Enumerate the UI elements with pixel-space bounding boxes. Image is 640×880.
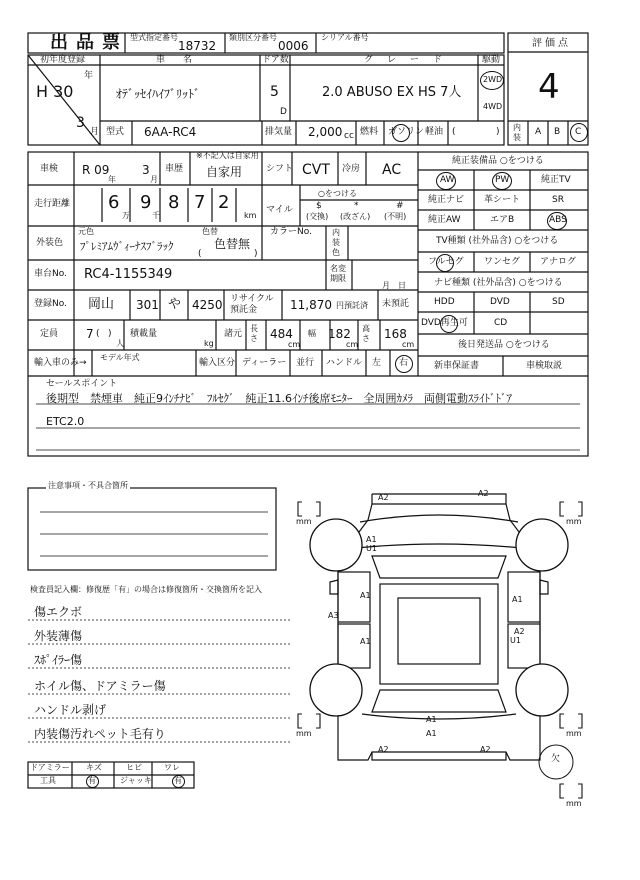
legend-jack-yes: 有	[174, 776, 182, 785]
width: 182	[328, 327, 351, 341]
tv-oneseg: ワンセグ	[484, 257, 521, 267]
color-change: 色替無	[214, 237, 251, 251]
inspector-label: 検査員記入欄：修復歴「有」の場合は修復箇所・交換箇所を記入	[30, 585, 262, 594]
mile-unknown-sub: (不明)	[384, 212, 407, 221]
sales-points-label: セールスポイント	[46, 379, 118, 389]
mark-left-side: A3	[328, 611, 339, 620]
category-no-label: 類別区分番号	[229, 33, 277, 42]
mileage-digit-1: 6	[108, 192, 120, 213]
equip-navi: 純正ナビ	[428, 195, 465, 205]
interior-c-circle	[570, 123, 588, 142]
month-unit: 月	[90, 127, 100, 137]
mm-front-left: mm	[296, 517, 312, 526]
shift-label: シフト	[266, 164, 294, 174]
doors: 5	[270, 84, 279, 100]
fuel-circle	[392, 124, 410, 142]
dealer: ディーラー	[242, 358, 287, 368]
car-name: ｵﾃﾞｯｾｲﾊｲﾌﾞﾘｯﾄﾞ	[116, 87, 201, 101]
shift: CVT	[302, 162, 330, 178]
interior-color-label: 内装色	[332, 228, 340, 257]
tv-analog: アナログ	[540, 257, 577, 267]
interior-a: A	[535, 127, 542, 137]
score: 4	[538, 67, 560, 107]
type-no: 18732	[178, 39, 217, 53]
mileage-digit-4: 7	[194, 192, 206, 213]
docs-manual: 車検取説	[526, 361, 563, 371]
mm-rear-left: mm	[296, 729, 312, 738]
length: 484	[270, 327, 293, 341]
defect-item-4: ホイル傷、ドアミラー傷	[34, 679, 166, 693]
mile-swap: $	[316, 201, 322, 211]
recycle-unpaid: 未預託	[382, 299, 410, 309]
navi-title: ナビ種類 (社外品含) ○をつける	[434, 278, 563, 288]
load-label: 積載量	[130, 329, 158, 339]
mark-rear: A1	[426, 715, 437, 724]
mile-alter: *	[354, 201, 359, 211]
inspection: R 09	[82, 163, 110, 177]
handle-left: 左	[372, 358, 382, 368]
mile-note: ○をつける	[318, 189, 357, 198]
mark-left-front-door: A1	[360, 591, 371, 600]
sheet-title: 出品票	[50, 32, 128, 53]
name-change-unit: 月 日	[382, 281, 406, 290]
mark-right-front-door: A1	[512, 595, 523, 604]
docs-warranty: 新車保証書	[434, 361, 480, 371]
cc-unit: cc	[344, 131, 354, 141]
height: 168	[384, 327, 407, 341]
defect-item-5: ハンドル剥げ	[34, 703, 107, 717]
mileage-label: 走行距離	[34, 199, 71, 209]
car-name-label: 車名	[156, 55, 211, 65]
displacement: 2,000	[308, 125, 343, 139]
sales-points-line2: ETC2.0	[46, 415, 85, 428]
caution-label: 注意事項・不具合箇所	[48, 481, 128, 490]
defect-item-6: 内装傷汚れペット毛有り	[34, 727, 166, 741]
mileage-digit-2: 9	[140, 192, 152, 213]
mark-front-left-wheel-u: U1	[366, 544, 377, 553]
color-label: 外装色	[36, 238, 64, 248]
model-year-label: モデル年式	[100, 353, 140, 362]
mm-spare: mm	[566, 799, 582, 808]
mileage-digit-5: 2	[218, 192, 230, 213]
equip-tv: 純正TV	[541, 175, 571, 185]
equip-pw: PW	[495, 175, 510, 185]
mileage-digit-3: 8	[168, 192, 180, 213]
exterior-color: ﾌﾟﾚﾐｱﾑｳﾞｨｰﾅｽﾌﾞﾗｯｸ	[80, 240, 174, 253]
interior-c: C	[575, 127, 582, 137]
mm-front-right: mm	[566, 517, 582, 526]
capacity-label: 定員	[40, 329, 59, 339]
capacity: 7	[86, 327, 94, 341]
plate-class: 301	[136, 298, 159, 312]
mile-label: マイル	[266, 205, 293, 215]
mile-alter-sub: (改ざん)	[340, 212, 371, 221]
length-label: 長さ	[250, 324, 258, 343]
plate-number: 4250	[192, 298, 223, 312]
drive-2wd: 2WD	[483, 75, 503, 84]
mm-rear-right: mm	[566, 729, 582, 738]
serial-label: シリアル番号	[321, 33, 369, 42]
usage-label: 車歴	[165, 164, 184, 174]
plate-kana: や	[168, 297, 182, 312]
fuel-diesel: 軽油	[425, 127, 444, 137]
mark-rear-bumper-right: A2	[480, 745, 491, 754]
chassis: RC4-1155349	[84, 267, 173, 282]
equip-genuine-aw: 純正AW	[428, 215, 461, 225]
first-reg-label: 初年度登録	[40, 55, 86, 65]
import-class-label: 輸入区分	[199, 358, 236, 368]
height-label: 高さ	[362, 324, 370, 343]
recycle-amount: 11,870	[290, 298, 332, 312]
usage: 自家用	[206, 165, 243, 179]
ac-label: 冷房	[342, 164, 361, 174]
doors-suffix: D	[280, 107, 287, 117]
mark-front-left-wheel: A1	[366, 535, 377, 544]
legend-scratch: キズ	[86, 763, 102, 772]
defect-item-3: ｽﾎﾟｲﾗｰ傷	[34, 653, 83, 667]
recycle-label: リサイクル預託金	[230, 294, 274, 315]
equip-abs: ABS	[549, 215, 567, 225]
navi-dvd: DVD	[490, 297, 510, 307]
inspection-month: 3	[142, 163, 150, 177]
man-unit: 万	[122, 211, 130, 220]
year-unit: 年	[84, 71, 94, 81]
orig-color-label: 元色	[78, 227, 94, 236]
fuel-gasoline: ガソリン	[388, 127, 425, 137]
mark-rear-bumper: A2	[378, 745, 389, 754]
equipment-title: 純正装備品 ○をつける	[452, 156, 544, 166]
color-change-label: 色替	[202, 227, 218, 236]
sen-unit: 千	[152, 211, 160, 220]
first-reg-era: H 30	[36, 82, 74, 101]
import-label: 輸入車のみ→	[34, 358, 87, 368]
mark-right-rear-door-u: U1	[510, 636, 521, 645]
legend-jack: ジャッキ	[120, 776, 152, 785]
equip-leather: 革シート	[484, 195, 521, 205]
handle-right-circle	[395, 355, 413, 373]
sales-points-line1: 後期型 禁煙車 純正9ｲﾝﾁﾅﾋﾞ ﾌﾙｾｸﾞ 純正11.6ｲﾝﾁ後席ﾓﾆﾀｰ 全周囲ｶﾒﾗ 両側電動ｽﾗｲﾄﾞﾄﾞｱ	[46, 392, 512, 405]
defect-item-2: 外装薄傷	[34, 629, 83, 643]
handle-label: ハンドル	[326, 358, 363, 368]
navi-dvd-play: DVD再生可	[421, 318, 468, 328]
color-code-label: カラーNo.	[270, 227, 312, 237]
interior-label: 内装	[513, 123, 521, 142]
equip-airbag: エアB	[490, 215, 515, 225]
tv-fullseg: フルセグ	[428, 257, 464, 267]
chassis-label: 車台No.	[34, 269, 67, 279]
chip-label: 欠	[551, 754, 561, 764]
type-no-label: 型式指定番号	[130, 33, 178, 42]
usage-note: ※不記入は自家用	[196, 151, 259, 160]
grade: 2.0 ABUSO EX HS 7人	[322, 85, 462, 100]
legend-mirror: ドアミラー	[30, 763, 70, 772]
inspection-month-unit: 月	[150, 175, 158, 184]
drive-2wd-circle	[480, 71, 504, 90]
navi-hdd: HDD	[434, 297, 455, 307]
equip-aw: AW	[440, 175, 455, 185]
navi-cd: CD	[494, 318, 508, 328]
recycle-unit: 円預託済	[336, 301, 368, 310]
ac: AC	[382, 162, 402, 178]
model: 6AA-RC4	[144, 125, 197, 139]
first-reg-month: 3	[76, 115, 85, 131]
score-label: 評価点	[532, 38, 571, 49]
mark-front-bumper: A2	[378, 493, 389, 502]
mark-front-bumper-right: A2	[478, 489, 489, 498]
load-unit: kg	[204, 339, 214, 348]
tv-title: TV種類 (社外品含) ○をつける	[436, 236, 559, 246]
parallel: 並行	[296, 358, 315, 368]
inspection-year-unit: 年	[108, 175, 116, 184]
capacity-unit: 人	[116, 339, 124, 348]
drive-4wd: 4WD	[483, 102, 503, 111]
plate-area: 岡山	[88, 297, 115, 312]
navi-sd: SD	[552, 297, 565, 307]
grade-label: グレード	[364, 55, 457, 65]
legend-tools-yes: 有	[88, 776, 96, 785]
dims-label: 諸元	[224, 329, 243, 339]
legend-break: ワレ	[164, 763, 180, 772]
fuel-other: (	[452, 127, 456, 137]
mile-swap-sub: (交換)	[306, 212, 329, 221]
equip-sr: SR	[552, 195, 564, 205]
interior-b: B	[554, 127, 561, 137]
displacement-label: 排気量	[265, 127, 293, 137]
mark-right-rear-door: A2	[514, 627, 525, 636]
docs-title: 後日発送品 ○をつける	[458, 340, 550, 350]
fuel-label: 燃料	[360, 127, 379, 137]
handle-right: 右	[399, 358, 409, 368]
inspection-label: 車検	[40, 164, 59, 174]
width-label: 幅	[308, 329, 316, 338]
name-change-label: 名変期限	[330, 264, 346, 283]
model-label: 型式	[106, 127, 125, 137]
defect-item-1: 傷エクボ	[34, 605, 83, 619]
mark-rear-2: A1	[426, 729, 437, 738]
legend-tools: 工具	[40, 776, 56, 785]
doors-label: ドア数	[262, 55, 289, 65]
plate-label: 登録No.	[34, 299, 67, 309]
cm-unit: cm	[402, 340, 415, 349]
legend-crack: ヒビ	[126, 763, 142, 772]
mile-unknown: #	[396, 201, 404, 211]
drive-label: 駆動	[482, 55, 501, 65]
km-unit: km	[244, 211, 257, 220]
mark-left-rear-door: A1	[360, 637, 371, 646]
category-no: 0006	[278, 39, 309, 53]
